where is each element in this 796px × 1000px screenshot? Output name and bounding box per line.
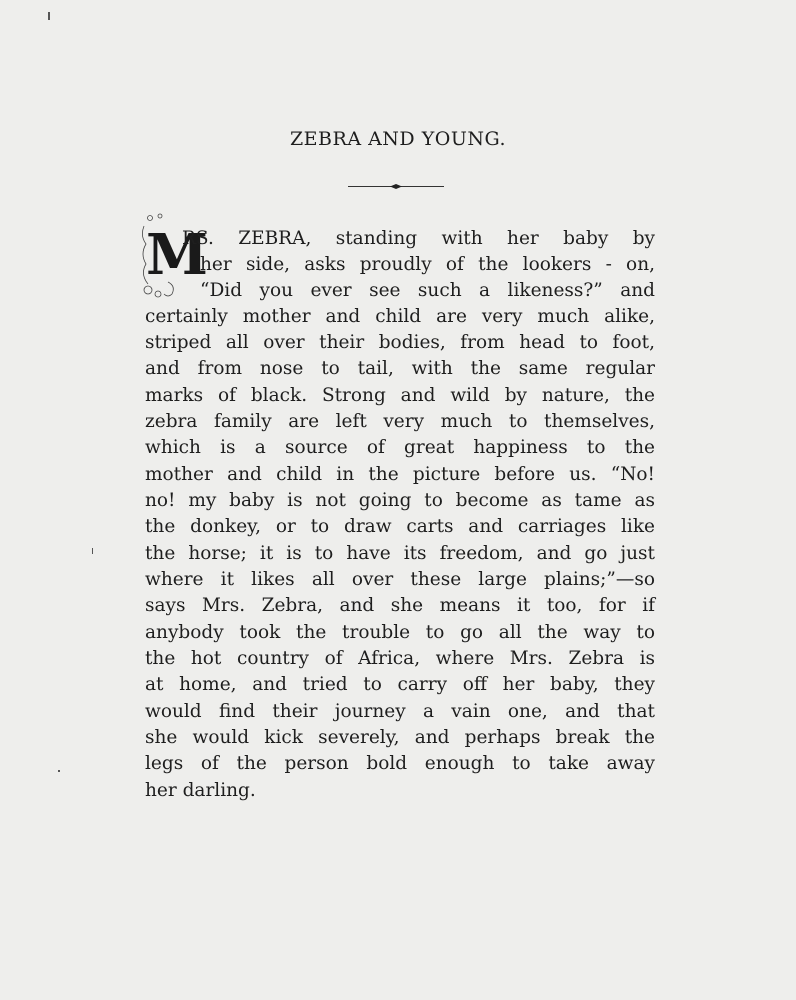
body-text-line: at home, and tried to carry off her baby, they [145, 674, 655, 695]
scan-speck [58, 770, 60, 772]
svg-text:M: M [146, 222, 208, 288]
page-title: ZEBRA AND YOUNG. [289, 128, 507, 150]
body-text-line: would find their journey a vain one, and that [145, 701, 655, 722]
body-text-line: and from nose to tail, with the same regular [145, 358, 655, 379]
body-text-line: the horse; it is to have its freedom, and go just [145, 543, 655, 564]
ornate-drop-cap-m [140, 212, 208, 300]
body-text-line: she would kick severely, and perhaps break the [145, 727, 655, 748]
body-text-line: her darling. [145, 780, 256, 801]
body-text-line: where it likes all over these large plains;”—so [145, 569, 655, 590]
body-text-line: “Did you ever see such a likeness?” and [200, 280, 655, 301]
body-text-line: anybody took the trouble to go all the way to [145, 622, 655, 643]
body-text-line: says Mrs. Zebra, and she means it too, for if [145, 595, 655, 616]
body-text-line: zebra family are left very much to themselves, [145, 411, 655, 432]
body-text-line: mother and child in the picture before us. “No! [145, 464, 655, 485]
body-text-line: the hot country of Africa, where Mrs. Zebra is [145, 648, 655, 669]
body-text-line: her side, asks proudly of the lookers - on, [200, 254, 655, 275]
body-text-line: legs of the person bold enough to take away [145, 753, 655, 774]
ornamental-divider [348, 186, 444, 187]
body-text-line: no! my baby is not going to become as tame as [145, 490, 655, 511]
scan-speck [48, 12, 50, 20]
body-text-line: striped all over their bodies, from head to foot, [145, 332, 655, 353]
body-text-line: the donkey, or to draw carts and carriages like [145, 516, 655, 537]
body-text-line: marks of black. Strong and wild by nature, the [145, 385, 655, 406]
body-text-line: certainly mother and child are very much alike, [145, 306, 655, 327]
body-text-line: which is a source of great happiness to the [145, 437, 655, 458]
body-text-line: RS. ZEBRA, standing with her baby by [182, 228, 655, 249]
scan-speck [92, 548, 93, 554]
